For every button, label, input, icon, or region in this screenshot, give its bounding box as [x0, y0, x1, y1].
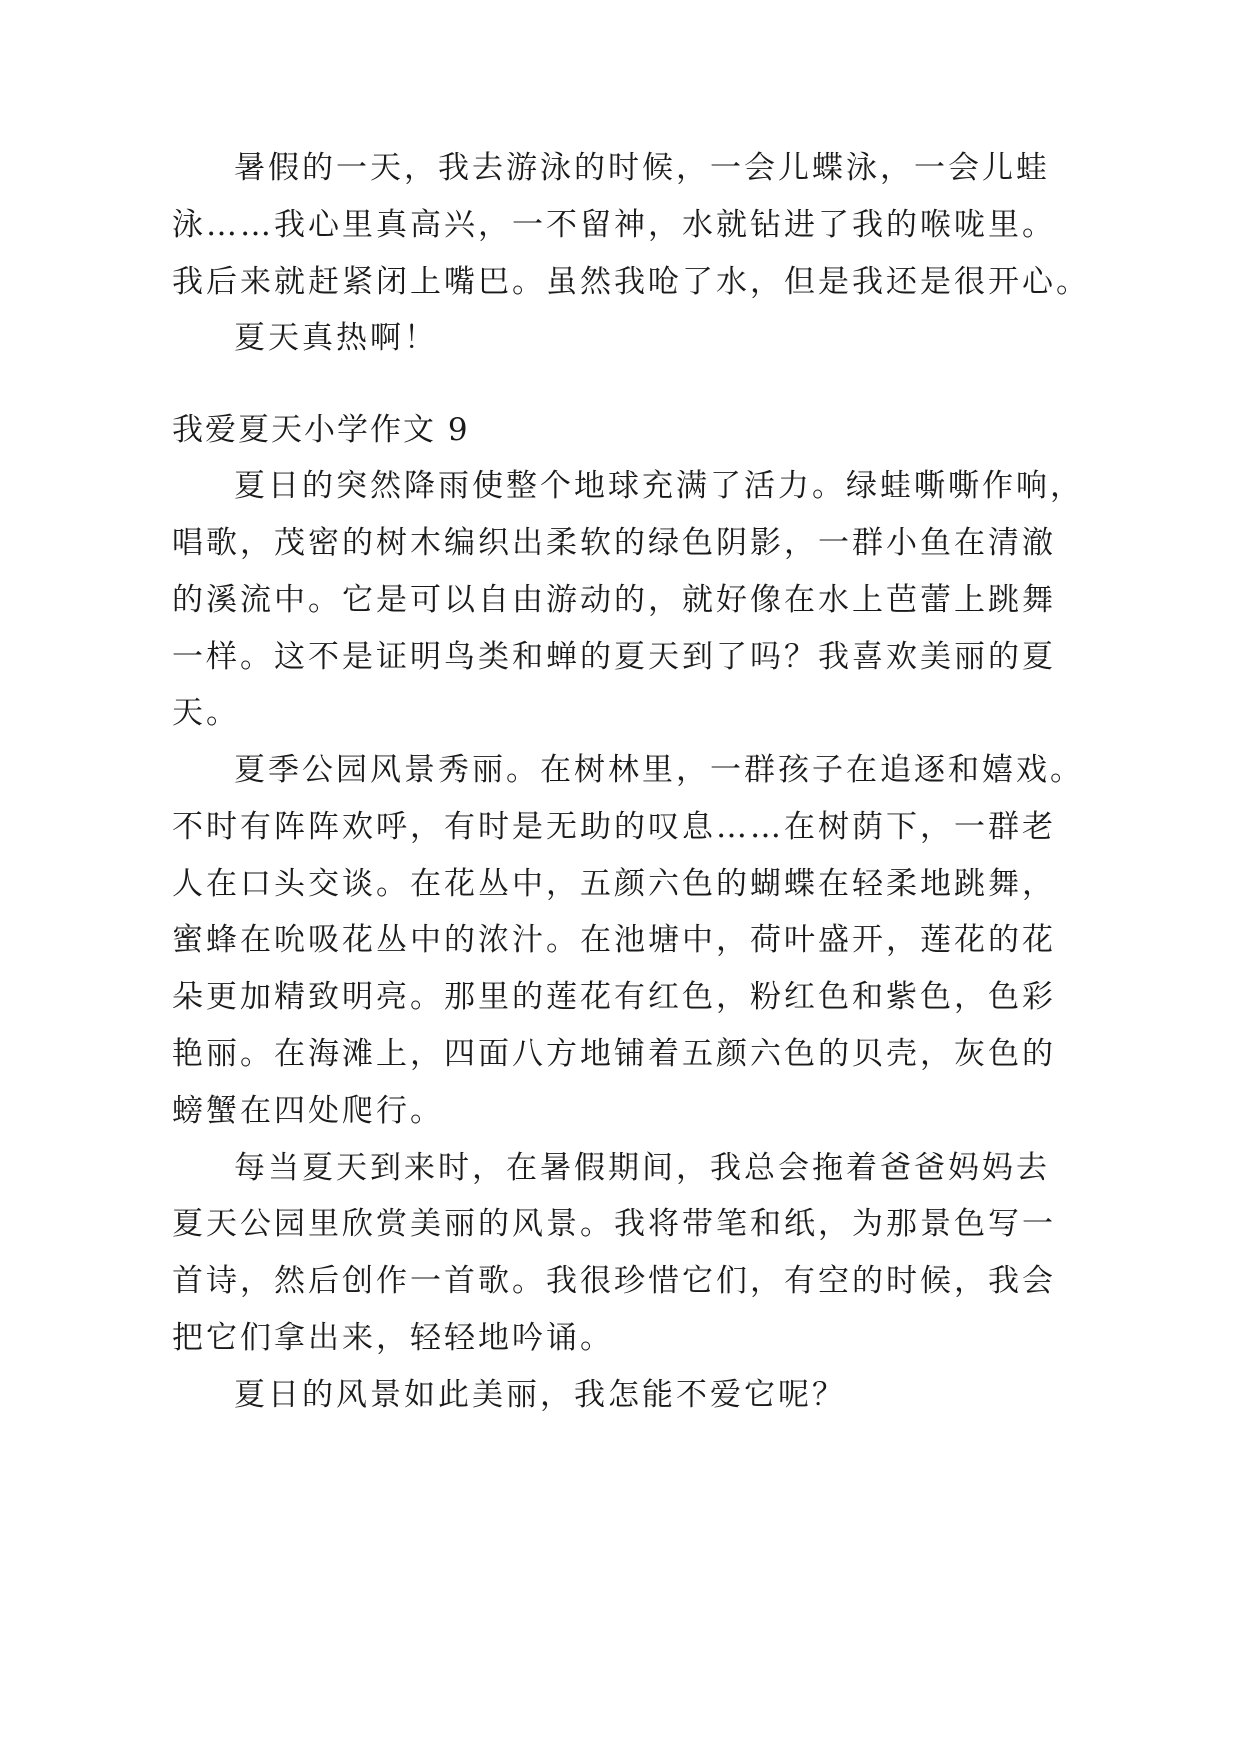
paragraph-line: 螃蟹在四处爬行。	[172, 1093, 444, 1129]
paragraph-line: 不时有阵阵欢呼，有时是无助的叹息……在树荫下，一群老	[172, 809, 1056, 845]
paragraph-line: 夏天公园里欣赏美丽的风景。我将带笔和纸，为那景色写一	[172, 1206, 1056, 1242]
paragraph-line: 把它们拿出来，轻轻地吟诵。	[172, 1320, 614, 1356]
paragraph-line: 暑假的一天，我去游泳的时候，一会儿蝶泳，一会儿蛙	[234, 150, 1050, 186]
paragraph-line: 首诗，然后创作一首歌。我很珍惜它们，有空的时候，我会	[172, 1263, 1056, 1299]
paragraph-line: 蜜蜂在吮吸花丛中的浓汁。在池塘中，荷叶盛开，莲花的花	[172, 922, 1056, 958]
paragraph-line: 一样。这不是证明鸟类和蝉的夏天到了吗？我喜欢美丽的夏	[172, 639, 1056, 675]
paragraph-line: 艳丽。在海滩上，四面八方地铺着五颜六色的贝壳，灰色的	[172, 1036, 1056, 1072]
paragraph-line: 朵更加精致明亮。那里的莲花有红色，粉红色和紫色，色彩	[172, 979, 1056, 1015]
paragraph-line: 每当夏天到来时，在暑假期间，我总会拖着爸爸妈妈去	[234, 1150, 1050, 1186]
paragraph-line: 我后来就赶紧闭上嘴巴。虽然我呛了水，但是我还是很开心。	[172, 264, 1090, 300]
section-title: 我爱夏天小学作文 9	[172, 412, 470, 448]
paragraph-line: 夏日的突然降雨使整个地球充满了活力。绿蛙嘶嘶作响，	[234, 468, 1084, 504]
paragraph-line: 夏季公园风景秀丽。在树林里，一群孩子在追逐和嬉戏。	[234, 752, 1084, 788]
paragraph-line: 唱歌，茂密的树木编织出柔软的绿色阴影，一群小鱼在清澈	[172, 525, 1056, 561]
paragraph-line: 夏日的风景如此美丽，我怎能不爱它呢？	[234, 1377, 846, 1413]
paragraph-line: 泳……我心里真高兴，一不留神，水就钻进了我的喉咙里。	[172, 207, 1056, 243]
paragraph-line: 人在口头交谈。在花丛中，五颜六色的蝴蝶在轻柔地跳舞，	[172, 866, 1056, 902]
paragraph-line: 天。	[172, 695, 240, 731]
paragraph-line: 的溪流中。它是可以自由游动的，就好像在水上芭蕾上跳舞	[172, 582, 1056, 618]
paragraph-line: 夏天真热啊！	[234, 320, 438, 356]
